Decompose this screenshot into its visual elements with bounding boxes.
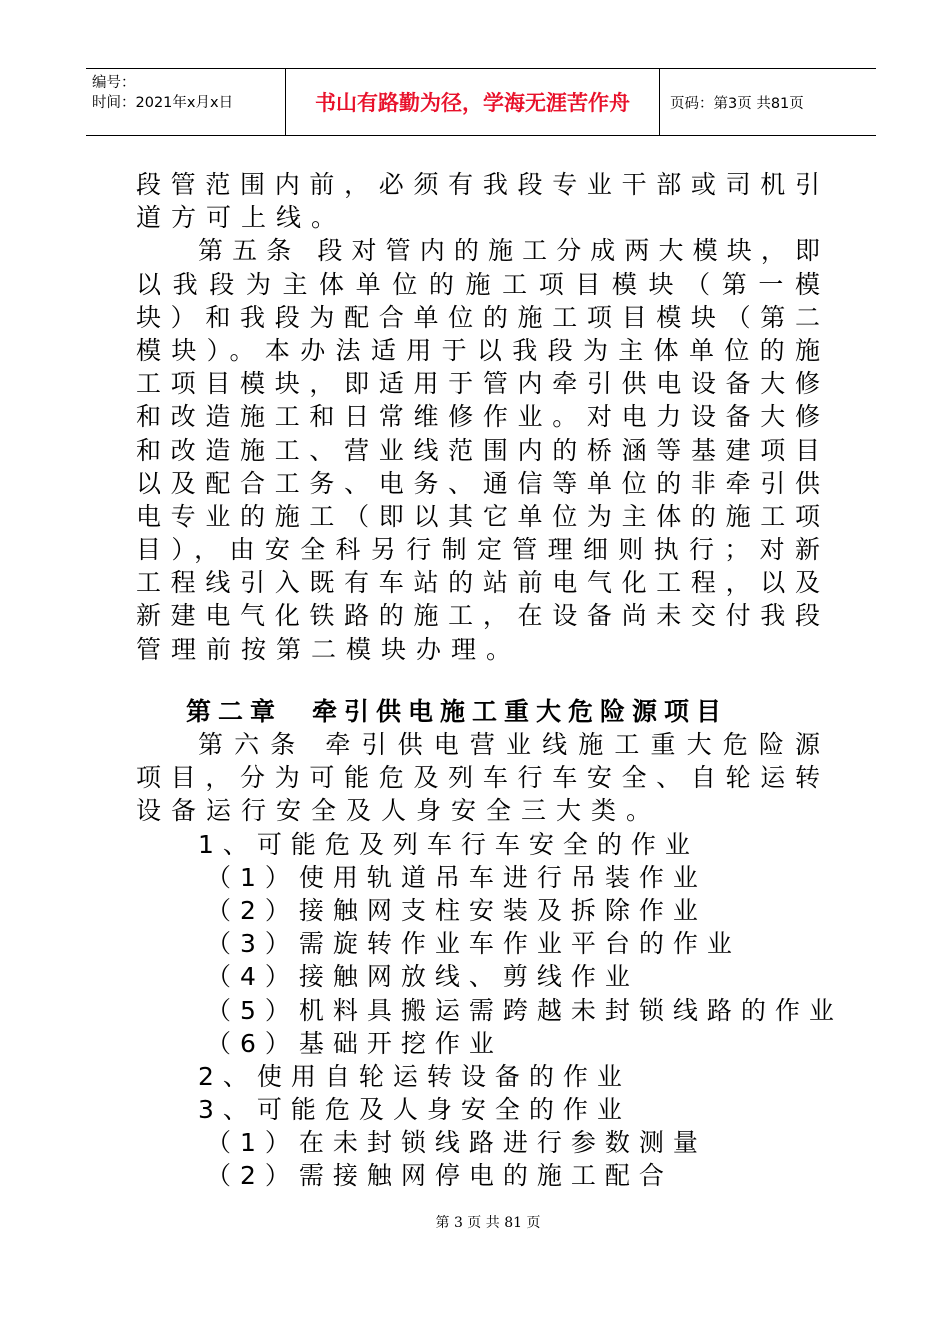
text-line: 管理前按第二模块办理。 bbox=[136, 634, 522, 664]
list-item: （6）基础开挖作业 bbox=[206, 1028, 503, 1058]
list-item: （4）接触网放线、剪线作业 bbox=[206, 962, 639, 992]
list-heading: 2、使用自轮运转设备的作业 bbox=[198, 1061, 631, 1091]
page-footer: 第 3 页 共 81 页 bbox=[435, 1215, 541, 1231]
text-line: 电专业的施工（即以其它单位为主体的施工项 bbox=[136, 501, 820, 531]
text-line: 道方可上线。 bbox=[136, 203, 347, 233]
time-label: 时间：2021年x月x日 bbox=[92, 95, 234, 111]
text-line: 模块）。本办法适用于以我段为主体单位的施 bbox=[136, 335, 820, 365]
text-line: 以及配合工务、电务、通信等单位的非牵引供 bbox=[136, 468, 820, 498]
chapter-number: 第二章 bbox=[186, 697, 283, 726]
text-line: 工项目模块，即适用于管内牵引供电设备大修 bbox=[136, 369, 820, 399]
text-line: 工程线引入既有车站的站前电气化工程，以及 bbox=[136, 568, 820, 598]
header-meta bbox=[86, 69, 286, 135]
header-page-info: 页码：第3页 共81页 bbox=[670, 95, 804, 112]
header-motto: 书山有路勤为径，学海无涯苦作舟 bbox=[286, 69, 660, 135]
list-heading: 3、可能危及人身安全的作业 bbox=[198, 1095, 631, 1125]
text-line: 和改造施工、营业线范围内的桥涵等基建项目 bbox=[136, 435, 820, 465]
text-line: 第六条 牵引供电营业线施工重大危险源 bbox=[198, 730, 820, 759]
text-line: 第五条 段对管内的施工分成两大模块，即 bbox=[198, 236, 820, 266]
list-item: （1）在未封锁线路进行参数测量 bbox=[206, 1128, 707, 1158]
chapter-title: 牵引供电施工重大危险源项目 bbox=[312, 697, 729, 726]
body-block-1 bbox=[136, 168, 820, 666]
text-line: 段管范围内前，必须有我段专业干部或司机引 bbox=[136, 170, 820, 199]
text-line: 以我段为主体单位的施工项目模块（第一模 bbox=[136, 269, 820, 299]
text-line: 目），由安全科另行制定管理细则执行；对新 bbox=[136, 535, 820, 565]
text-line: 项目，分为可能危及列车行车安全、自轮运转 bbox=[136, 763, 820, 793]
number-label: 编号： bbox=[92, 75, 136, 91]
list-item: （2）需接触网停电的施工配合 bbox=[206, 1161, 673, 1191]
text-line: 新建电气化铁路的施工，在设备尚未交付我段 bbox=[136, 601, 820, 631]
list-item: （5）机料具搬运需跨越未封锁线路的作业 bbox=[206, 995, 843, 1025]
body-block-2 bbox=[136, 728, 843, 1193]
document-header bbox=[86, 68, 876, 136]
list-item: （1）使用轨道吊车进行吊装作业 bbox=[206, 862, 707, 892]
text-line: 设备运行安全及人身安全三大类。 bbox=[136, 796, 662, 826]
chapter-heading bbox=[186, 692, 728, 728]
text-line: 和改造施工和日常维修作业。对电力设备大修 bbox=[136, 402, 820, 432]
list-item: （3）需旋转作业车作业平台的作业 bbox=[206, 929, 741, 959]
list-heading: 1、可能危及列车行车安全的作业 bbox=[198, 829, 699, 859]
list-item: （2）接触网支柱安装及拆除作业 bbox=[206, 895, 707, 925]
text-line: 块）和我段为配合单位的施工项目模块（第二 bbox=[136, 302, 820, 332]
